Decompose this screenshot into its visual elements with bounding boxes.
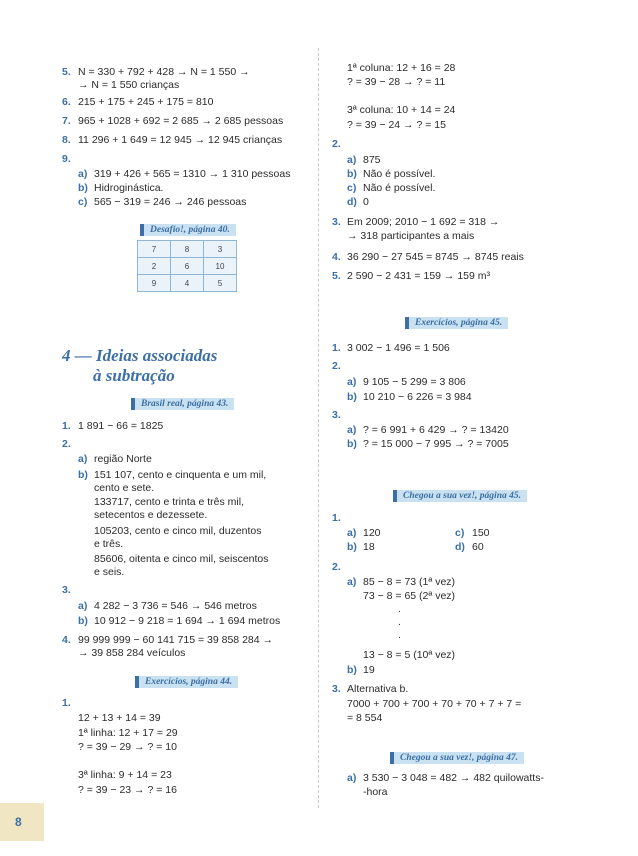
answer-line: 9 105 − 5 299 = 3 806 xyxy=(363,376,466,388)
grid-cell: 7 xyxy=(138,241,171,258)
answer-line: Em 2009; 2010 − 1 692 = 318 → xyxy=(347,216,500,228)
answer-line: 99 999 999 − 60 141 715 = 39 858 284 → xyxy=(78,634,274,646)
chapter-title: 4 — Ideias associadas xyxy=(62,346,218,365)
item-number: 3. xyxy=(62,584,71,596)
answer-line: 19 xyxy=(363,664,375,676)
answer-line: ? = 39 − 23 → ? = 16 xyxy=(78,784,177,796)
item-number: 1. xyxy=(332,342,341,354)
answer-line: 3 530 − 3 048 = 482 → 482 quilowatts- xyxy=(363,772,544,784)
magic-square-grid xyxy=(137,240,237,292)
item-letter: a) xyxy=(347,576,357,588)
answer-line: e três. xyxy=(94,538,124,550)
item-letter: a) xyxy=(78,168,88,180)
grid-cell: 6 xyxy=(171,258,204,275)
item-letter: b) xyxy=(347,168,357,180)
answer-line: ? = 39 − 28 → ? = 11 xyxy=(347,76,446,88)
item-letter: b) xyxy=(78,615,88,627)
item-number: 6. xyxy=(62,96,71,108)
item-number: 4. xyxy=(62,634,71,646)
answer-line: 12 + 13 + 14 = 39 xyxy=(78,712,161,724)
item-number: 5. xyxy=(332,270,341,282)
item-number: 2. xyxy=(332,561,341,573)
item-number: 5. xyxy=(62,66,71,78)
item-letter: c) xyxy=(78,196,88,208)
answer-line: 2 590 − 2 431 = 159 → 159 m³ xyxy=(347,270,491,282)
item-number: 4. xyxy=(332,251,341,263)
item-letter: b) xyxy=(347,664,357,676)
item-letter: a) xyxy=(78,453,88,465)
answer-line: 965 + 1028 + 692 = 2 685 → 2 685 pessoas xyxy=(78,115,284,127)
item-letter: a) xyxy=(347,772,357,784)
answer-line: 875 xyxy=(363,154,381,166)
item-letter: a) xyxy=(347,424,357,436)
answer-line: e seis. xyxy=(94,566,125,578)
answer-line: 3 002 − 1 496 = 1 506 xyxy=(347,342,450,354)
answer-line: 36 290 − 27 545 = 8745 → 8745 reais xyxy=(347,251,524,263)
answer-line: → N = 1 550 crianças xyxy=(78,79,180,91)
answer-line: 151 107, cento e cinquenta e um mil, xyxy=(94,469,267,481)
answer-line: 60 xyxy=(472,541,484,553)
answer-line: cento e sete. xyxy=(94,482,155,494)
answer-line: Alternativa b. xyxy=(347,683,409,695)
item-number: 3. xyxy=(332,409,341,421)
item-number: 7. xyxy=(62,115,71,127)
answer-line: 3ª coluna: 10 + 14 = 24 xyxy=(347,104,456,116)
section-banner: Chegou a sua vez!, página 45. xyxy=(393,490,527,502)
answer-line: 85 − 8 = 73 (1ª vez) xyxy=(363,576,456,588)
item-number: 2. xyxy=(62,438,71,450)
item-letter: b) xyxy=(347,541,357,553)
section-banner: Brasil real, página 43. xyxy=(131,398,234,410)
answer-line: 10 912 − 9 218 = 1 694 → 1 694 metros xyxy=(94,615,281,627)
answer-line: 10 210 − 6 226 = 3 984 xyxy=(363,391,472,403)
answer-line: 120 xyxy=(363,527,381,539)
grid-cell: 2 xyxy=(138,258,171,275)
item-number: 1. xyxy=(62,697,71,709)
item-letter: a) xyxy=(78,600,88,612)
item-number: 2. xyxy=(332,360,341,372)
chapter-title: à subtração xyxy=(93,366,175,385)
section-banner: Exercícios, página 45. xyxy=(405,317,508,329)
column-divider xyxy=(318,48,319,808)
answer-line: 0 xyxy=(363,196,369,208)
answer-line: N = 330 + 792 + 428 → N = 1 550 → xyxy=(78,66,250,78)
item-number: 2. xyxy=(332,138,341,150)
item-letter: a) xyxy=(347,154,357,166)
grid-cell: 10 xyxy=(204,258,237,275)
answer-line: 18 xyxy=(363,541,375,553)
answer-line: -hora xyxy=(363,786,388,798)
answer-line: 3ª linha: 9 + 14 = 23 xyxy=(78,769,172,781)
answer-line: ? = 15 000 − 7 995 → ? = 7005 xyxy=(363,438,509,450)
answer-line: 13 − 8 = 5 (10ª vez) xyxy=(363,649,456,661)
item-number: 8. xyxy=(62,134,71,146)
page-number-tab xyxy=(0,803,44,841)
answer-line: Não é possível. xyxy=(363,168,436,180)
answer-line: 215 + 175 + 245 + 175 = 810 xyxy=(78,96,214,108)
section-banner: Desafio!, página 40. xyxy=(140,224,236,236)
answer-line: região Norte xyxy=(94,453,152,465)
item-letter: c) xyxy=(455,527,465,539)
item-letter: d) xyxy=(347,196,357,208)
answer-line: setecentos e dezessete. xyxy=(94,509,208,521)
grid-cell: 9 xyxy=(138,275,171,292)
answer-line: 1ª coluna: 12 + 16 = 28 xyxy=(347,62,456,74)
item-letter: d) xyxy=(455,541,465,553)
item-number: 3. xyxy=(332,216,341,228)
grid-cell: 5 xyxy=(204,275,237,292)
answer-line: 105203, cento e cinco mil, duzentos xyxy=(94,525,262,537)
page-number: 8 xyxy=(15,815,22,829)
grid-cell: 4 xyxy=(171,275,204,292)
answer-line: ? = 39 − 24 → ? = 15 xyxy=(347,119,446,131)
grid-cell: 3 xyxy=(204,241,237,258)
item-letter: b) xyxy=(78,182,88,194)
item-number: 1. xyxy=(332,512,341,524)
ellipsis-dot: . xyxy=(398,629,401,641)
section-banner: Exercícios, página 44. xyxy=(135,676,238,688)
item-letter: a) xyxy=(347,376,357,388)
grid-cell: 8 xyxy=(171,241,204,258)
answer-line: Não é possível. xyxy=(363,182,436,194)
item-letter: c) xyxy=(347,182,357,194)
answer-line: 150 xyxy=(472,527,490,539)
answer-line: 7000 + 700 + 700 + 70 + 70 + 7 + 7 = xyxy=(347,698,522,710)
answer-line: 4 282 − 3 736 = 546 → 546 metros xyxy=(94,600,257,612)
item-number: 1. xyxy=(62,420,71,432)
answer-line: 133717, cento e trinta e três mil, xyxy=(94,496,244,508)
answer-line: 73 − 8 = 65 (2ª vez) xyxy=(363,590,456,602)
answer-line: Hidroginástica. xyxy=(94,182,164,194)
answer-line: → 39 858 284 veículos xyxy=(78,647,186,659)
section-banner: Chegou a sua vez!, página 47. xyxy=(390,752,524,764)
answer-line: ? = 39 − 29 → ? = 10 xyxy=(78,741,177,753)
answer-line: 85606, oitenta e cinco mil, seiscentos xyxy=(94,553,269,565)
answer-line: 565 − 319 = 246 → 246 pessoas xyxy=(94,196,247,208)
answer-line: → 318 participantes a mais xyxy=(347,230,475,242)
item-number: 3. xyxy=(332,683,341,695)
item-letter: b) xyxy=(78,469,88,481)
answer-line: 1 891 − 66 = 1825 xyxy=(78,420,164,432)
item-letter: b) xyxy=(347,391,357,403)
item-number: 9. xyxy=(62,153,71,165)
answer-line: ? = 6 991 + 6 429 → ? = 13420 xyxy=(363,424,509,436)
item-letter: b) xyxy=(347,438,357,450)
answer-line: 11 296 + 1 649 = 12 945 → 12 945 crianças xyxy=(78,134,283,146)
answer-line: = 8 554 xyxy=(347,712,383,724)
item-letter: a) xyxy=(347,527,357,539)
answer-line: 319 + 426 + 565 = 1310 → 1 310 pessoas xyxy=(94,168,291,180)
ellipsis-dot: . xyxy=(398,603,401,615)
ellipsis-dot: . xyxy=(398,616,401,628)
answer-line: 1ª linha: 12 + 17 = 29 xyxy=(78,727,178,739)
